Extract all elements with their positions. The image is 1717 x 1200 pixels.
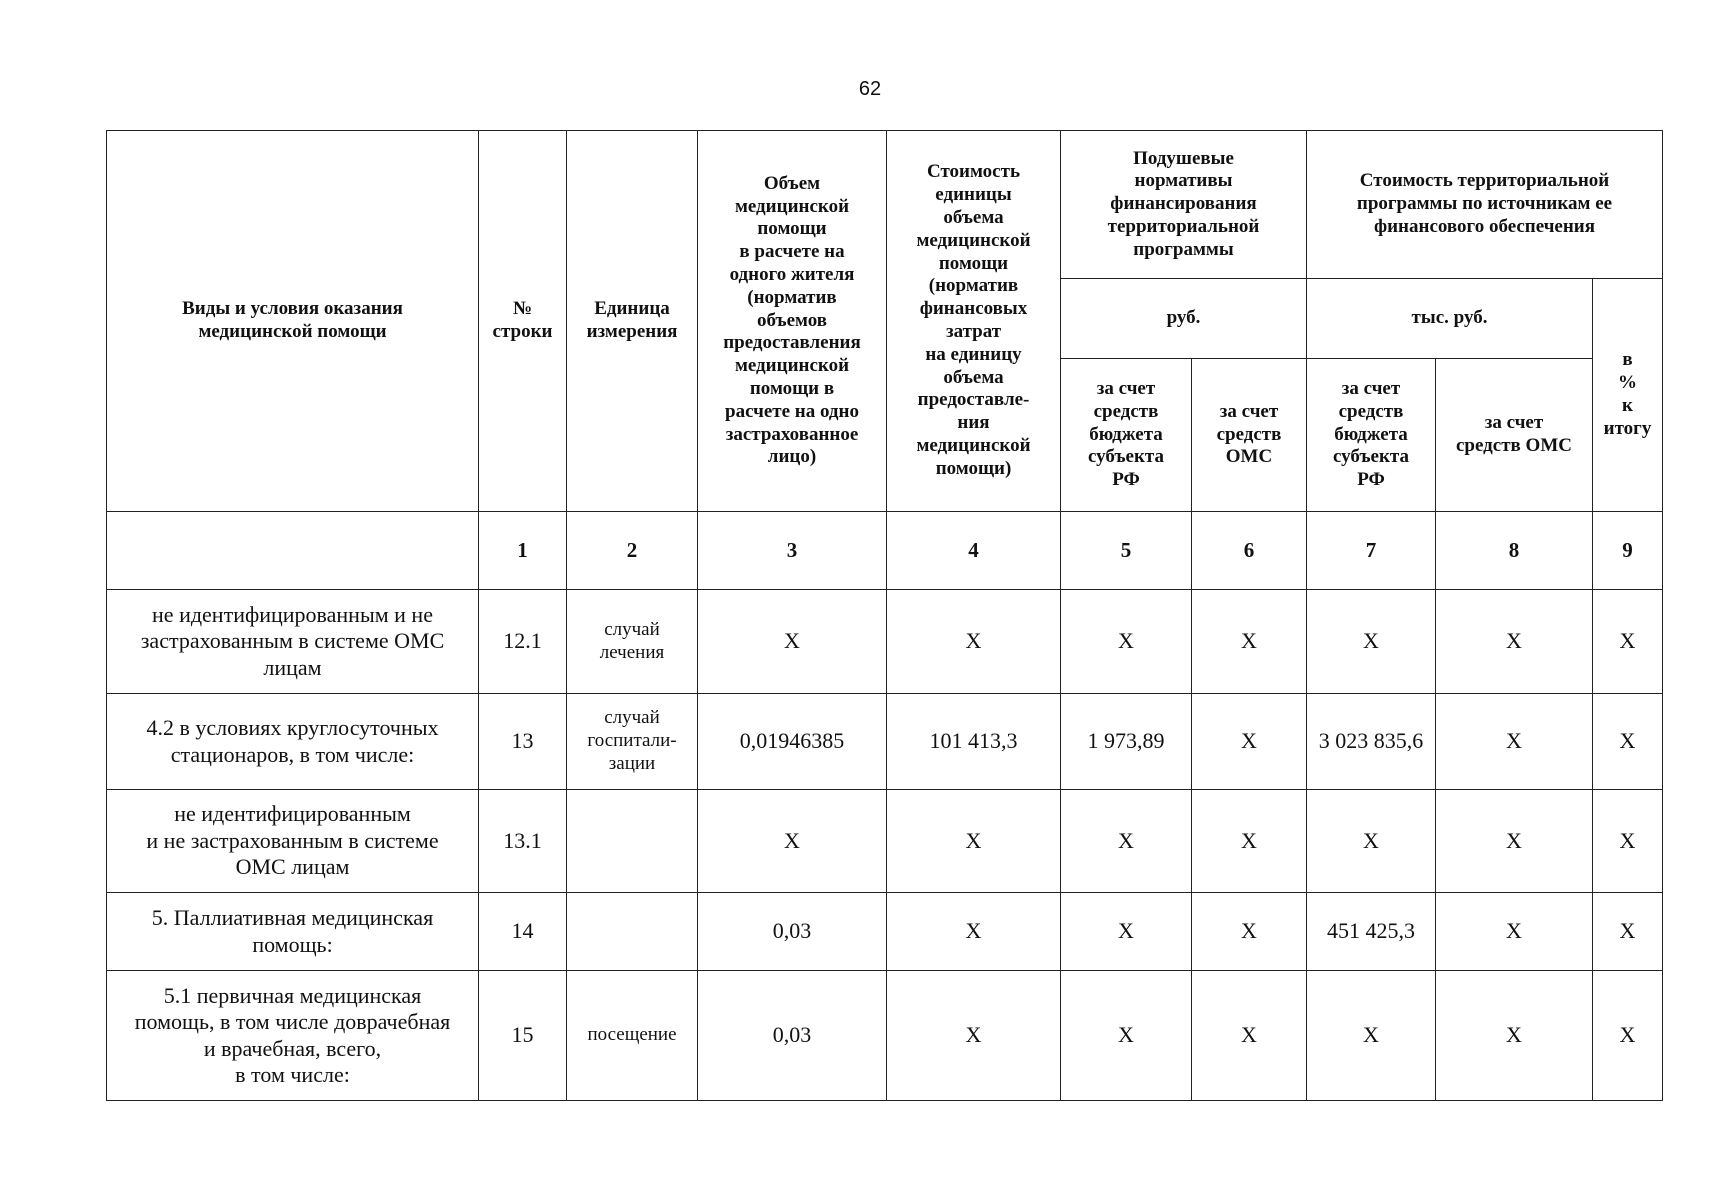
value-col-3: X [698, 590, 887, 694]
row-name [107, 971, 479, 1101]
header-line: медицинской [734, 195, 850, 217]
column-number-3: 3 [698, 512, 887, 590]
header-line: программы [1133, 238, 1234, 260]
header-line: Стоимость территориальной [1359, 170, 1610, 192]
value-col-4: X [887, 971, 1061, 1101]
header-line: Единица [594, 298, 670, 320]
header-line: ОМС [1225, 446, 1273, 468]
value-col-9: X [1593, 694, 1663, 790]
row-unit [567, 893, 698, 971]
header-row-number [479, 131, 567, 512]
header-line: измерения [586, 321, 678, 342]
column-number-2: 2 [567, 512, 698, 590]
header-line: средств [1093, 400, 1159, 422]
column-number-4: 4 [887, 512, 1061, 590]
header-line: финансового обеспечения [1373, 215, 1596, 237]
header-line: за счет [1219, 400, 1279, 422]
row-name-line: 4.2 в условиях круглосуточных [146, 715, 439, 741]
row-name-line: не идентифицированным [174, 801, 411, 827]
column-number-0 [107, 512, 479, 590]
header-line: % [1618, 372, 1637, 394]
header-line: Виды и условия оказания [182, 298, 403, 320]
row-name-line: помощь: [252, 931, 333, 957]
value-col-8: X [1436, 694, 1593, 790]
header-line: предоставления [723, 332, 861, 354]
value-col-4: X [887, 590, 1061, 694]
header-line: к [1622, 395, 1633, 416]
row-name-line: помощь, в том числе доврачебная [134, 1009, 451, 1035]
header-oms-8 [1436, 359, 1593, 512]
header-line: за счет [1341, 378, 1401, 399]
row-unit [567, 590, 698, 694]
header-line: за счет [1484, 412, 1544, 434]
header-line: медицинской [734, 355, 850, 377]
value-col-7: X [1307, 790, 1436, 893]
header-line: средств ОМС [1455, 435, 1572, 456]
row-name-line: ОМС лицам [235, 854, 350, 880]
header-line: медицинской [916, 229, 1031, 251]
table-row [107, 590, 1663, 694]
header-line: Подушевые [1133, 147, 1234, 169]
header-line: средств [1216, 423, 1282, 445]
header-line: финансовых [919, 298, 1028, 320]
header-line: бюджета [1089, 423, 1163, 445]
header-unit-rub: руб. [1061, 279, 1307, 359]
column-number-6: 6 [1192, 512, 1307, 590]
header-per-capita-group [1061, 131, 1307, 279]
header-line: (норматив [928, 275, 1019, 297]
header-line: в расчете на [739, 241, 845, 263]
header-line: итогу [1603, 417, 1652, 439]
row-name-line: не идентифицированным и не [152, 601, 433, 627]
header-line: в [1622, 349, 1633, 371]
row-number: 12.1 [479, 590, 567, 694]
page-number: 62 [858, 78, 882, 100]
value-col-4: 101 413,3 [887, 694, 1061, 790]
column-number-5: 5 [1061, 512, 1192, 590]
value-col-3: 0,01946385 [698, 694, 887, 790]
header-line: расчете на одно [725, 400, 859, 422]
value-col-8: X [1436, 590, 1593, 694]
header-line: программы по источникам ее [1356, 193, 1613, 215]
header-line: помощи [938, 252, 1009, 274]
row-name-line: 5.1 первичная медицинская [163, 982, 422, 1008]
header-percent [1593, 279, 1663, 512]
row-name-line: в том числе: [235, 1061, 350, 1087]
header-line: застрахованное [725, 423, 859, 445]
header-types [107, 131, 479, 512]
row-name [107, 893, 479, 971]
header-volume [698, 131, 887, 512]
header-line: РФ [1357, 469, 1385, 491]
value-col-7: 451 425,3 [1307, 893, 1436, 971]
header-line: (норматив [747, 286, 837, 308]
header-line: нормативы [1134, 170, 1233, 192]
header-line: за счет [1096, 378, 1156, 399]
value-col-4: X [887, 893, 1061, 971]
row-number: 13 [479, 694, 567, 790]
value-col-6: X [1192, 971, 1307, 1101]
header-line: объемов [756, 309, 828, 331]
row-name-line: 5. Паллиативная медицинская [151, 905, 434, 931]
header-line: Стоимость [926, 161, 1020, 183]
header-line: медицинской [916, 434, 1031, 456]
row-name-line: и врачебная, всего, [203, 1035, 382, 1061]
row-name [107, 590, 479, 694]
header-line: субъекта [1333, 446, 1409, 468]
row-unit-line: случай [604, 618, 660, 640]
header-line: медицинской помощи [198, 321, 387, 342]
table-row [107, 893, 1663, 971]
value-col-5: 1 973,89 [1061, 694, 1192, 790]
value-col-7: 3 023 835,6 [1307, 694, 1436, 790]
row-unit-line: лечения [599, 641, 665, 663]
header-line: РФ [1112, 469, 1140, 491]
header-line: предоставле- [917, 389, 1030, 411]
row-name [107, 694, 479, 790]
row-unit-line: посещение [587, 1024, 677, 1046]
row-name-line: лицам [263, 654, 322, 680]
column-number-9: 9 [1593, 512, 1663, 590]
header-line: одного жителя [729, 264, 855, 285]
header-line: № [512, 298, 533, 320]
header-line: средств [1338, 400, 1404, 422]
value-col-5: X [1061, 790, 1192, 893]
header-line: Объем [763, 172, 821, 194]
header-unit-cost [887, 131, 1061, 512]
header-line: строки [492, 321, 553, 342]
row-unit [567, 790, 698, 893]
value-col-9: X [1593, 893, 1663, 971]
header-line: помощи [757, 218, 827, 240]
header-line: на единицу [925, 343, 1022, 365]
value-col-6: X [1192, 893, 1307, 971]
row-number: 15 [479, 971, 567, 1101]
row-number: 13.1 [479, 790, 567, 893]
value-col-5: X [1061, 893, 1192, 971]
header-line: финансирования [1110, 193, 1257, 215]
header-line: территориальной [1107, 215, 1260, 237]
row-name-line: застрахованным в системе ОМС [140, 628, 445, 654]
value-col-7: X [1307, 971, 1436, 1101]
value-col-3: 0,03 [698, 971, 887, 1101]
column-number-1: 1 [479, 512, 567, 590]
header-budget-7 [1307, 359, 1436, 512]
value-col-3: X [698, 790, 887, 893]
table-row [107, 971, 1663, 1101]
header-unit-thous-rub: тыс. руб. [1307, 279, 1593, 359]
row-unit-line: госпитали- [587, 730, 677, 752]
value-col-6: X [1192, 790, 1307, 893]
value-col-8: X [1436, 790, 1593, 893]
header-unit [567, 131, 698, 512]
value-col-6: X [1192, 590, 1307, 694]
header-budget-5 [1061, 359, 1192, 512]
value-col-5: X [1061, 590, 1192, 694]
header-line: единицы [935, 184, 1012, 206]
value-col-8: X [1436, 971, 1593, 1101]
column-number-7: 7 [1307, 512, 1436, 590]
value-col-4: X [887, 790, 1061, 893]
header-line: субъекта [1088, 446, 1164, 468]
value-col-8: X [1436, 893, 1593, 971]
column-number-8: 8 [1436, 512, 1593, 590]
header-line: ния [957, 412, 990, 434]
header-line: помощи в [749, 377, 835, 399]
row-unit [567, 971, 698, 1101]
header-line: затрат [945, 321, 1002, 342]
header-line: объема [943, 366, 1004, 388]
row-number: 14 [479, 893, 567, 971]
row-name [107, 790, 479, 893]
header-line: бюджета [1334, 423, 1408, 445]
value-col-9: X [1593, 790, 1663, 893]
header-program-cost-group [1307, 131, 1663, 279]
value-col-3: 0,03 [698, 893, 887, 971]
value-col-7: X [1307, 590, 1436, 694]
header-line: помощи) [935, 457, 1012, 479]
header-line: объема [943, 207, 1004, 229]
financing-table [106, 130, 1663, 1101]
table-row [107, 694, 1663, 790]
row-unit-line: зации [608, 752, 656, 774]
column-number-row [107, 512, 1663, 590]
value-col-9: X [1593, 971, 1663, 1101]
row-unit [567, 694, 698, 790]
value-col-9: X [1593, 590, 1663, 694]
table-row [107, 790, 1663, 893]
value-col-5: X [1061, 971, 1192, 1101]
value-col-6: X [1192, 694, 1307, 790]
header-line: лицо) [767, 446, 817, 468]
row-name-line: и не застрахованным в системе [146, 827, 439, 853]
header-oms-6 [1192, 359, 1307, 512]
row-unit-line: случай [604, 707, 660, 729]
row-name-line: стационаров, в том числе: [170, 741, 415, 767]
